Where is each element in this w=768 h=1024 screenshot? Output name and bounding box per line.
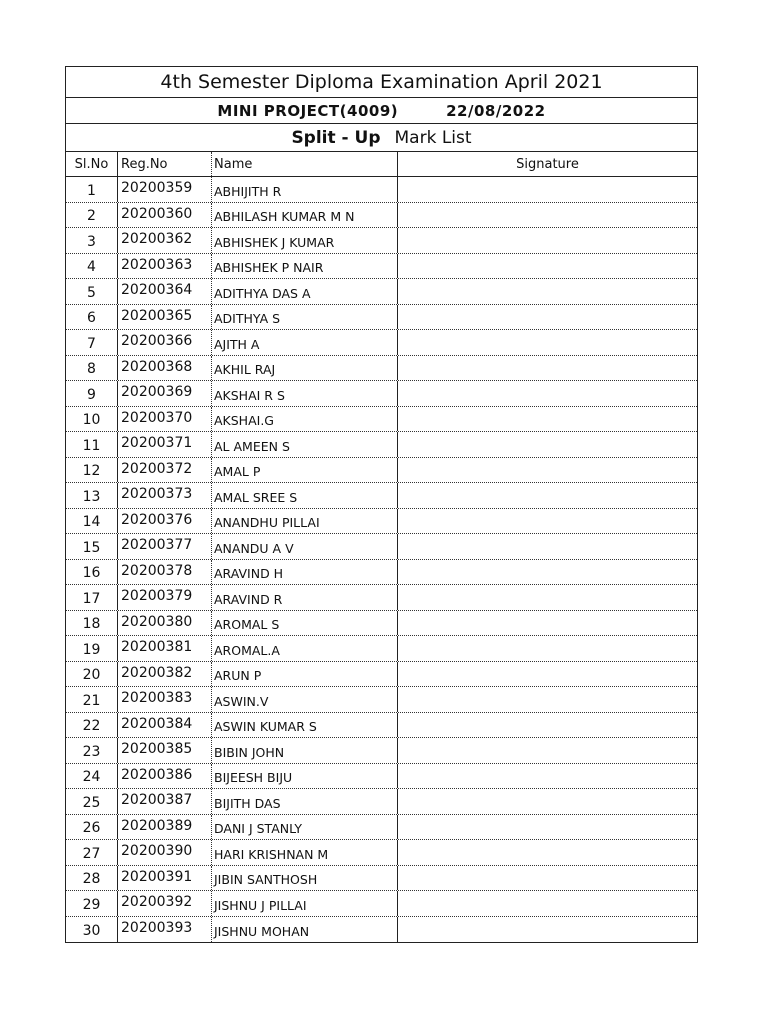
table-row (66, 330, 697, 356)
table-row (66, 764, 697, 790)
signature-cell (398, 203, 697, 228)
table-row (66, 228, 697, 254)
table-row (66, 432, 697, 458)
signature-cell (398, 764, 697, 789)
reg-no-cell: 20200371 (118, 432, 212, 457)
signature-cell (398, 509, 697, 534)
sl-cell: 21 (66, 687, 118, 712)
name-cell: HARI KRISHNAN M (212, 840, 398, 865)
sl-cell: 5 (66, 279, 118, 304)
reg-no-cell: 20200364 (118, 279, 212, 304)
name-cell: ADITHYA DAS A (212, 279, 398, 304)
sl-cell: 9 (66, 381, 118, 406)
signature-cell (398, 305, 697, 330)
name-cell: ARAVIND R (212, 585, 398, 610)
signature-cell (398, 228, 697, 253)
exam-title: 4th Semester Diploma Examination April 2021 (66, 67, 697, 98)
sl-cell: 2 (66, 203, 118, 228)
sl-cell: 8 (66, 356, 118, 381)
reg-no-cell: 20200363 (118, 254, 212, 279)
table-row (66, 891, 697, 917)
sl-cell: 4 (66, 254, 118, 279)
sl-cell: 25 (66, 789, 118, 814)
signature-cell (398, 330, 697, 355)
signature-cell (398, 891, 697, 916)
signature-cell (398, 483, 697, 508)
table-row (66, 305, 697, 331)
exam-date: 22/08/2022 (446, 101, 546, 120)
table-row (66, 203, 697, 229)
sl-cell: 20 (66, 662, 118, 687)
sl-cell: 10 (66, 407, 118, 432)
signature-cell (398, 611, 697, 636)
signature-cell (398, 789, 697, 814)
table-row (66, 254, 697, 280)
reg-no-cell: 20200389 (118, 815, 212, 840)
table-row (66, 815, 697, 841)
sl-cell: 22 (66, 713, 118, 738)
name-cell: ABHISHEK J KUMAR (212, 228, 398, 253)
reg-no-cell: 20200376 (118, 509, 212, 534)
reg-no-cell: 20200365 (118, 305, 212, 330)
sl-cell: 19 (66, 636, 118, 661)
name-cell: AROMAL.A (212, 636, 398, 661)
table-row (66, 866, 697, 892)
sl-cell: 15 (66, 534, 118, 559)
table-row (66, 585, 697, 611)
reg-no-cell: 20200378 (118, 560, 212, 585)
reg-no-cell: 20200385 (118, 738, 212, 763)
sl-cell: 16 (66, 560, 118, 585)
sl-cell: 3 (66, 228, 118, 253)
sl-cell: 11 (66, 432, 118, 457)
mark-list-sheet (65, 66, 698, 943)
table-row (66, 483, 697, 509)
col-header-sl: Sl.No (66, 152, 118, 176)
table-row (66, 789, 697, 815)
list-title-row (66, 124, 697, 152)
signature-cell (398, 687, 697, 712)
sl-cell: 27 (66, 840, 118, 865)
reg-no-cell: 20200370 (118, 407, 212, 432)
table-row (66, 534, 697, 560)
table-row (66, 713, 697, 739)
signature-cell (398, 560, 697, 585)
name-cell: JISHNU J PILLAI (212, 891, 398, 916)
name-cell: BIJEESH BIJU (212, 764, 398, 789)
name-cell: JISHNU MOHAN (212, 917, 398, 943)
student-table (66, 152, 697, 942)
signature-cell (398, 432, 697, 457)
table-row (66, 687, 697, 713)
signature-cell (398, 458, 697, 483)
name-cell: ADITHYA S (212, 305, 398, 330)
name-cell: ANANDU A V (212, 534, 398, 559)
name-cell: AL AMEEN S (212, 432, 398, 457)
sl-cell: 23 (66, 738, 118, 763)
reg-no-cell: 20200391 (118, 866, 212, 891)
name-cell: ABHILASH KUMAR M N (212, 203, 398, 228)
name-cell: DANI J STANLY (212, 815, 398, 840)
sl-cell: 17 (66, 585, 118, 610)
reg-no-cell: 20200377 (118, 534, 212, 559)
reg-no-cell: 20200381 (118, 636, 212, 661)
reg-no-cell: 20200379 (118, 585, 212, 610)
col-header-name: Name (212, 152, 398, 176)
table-row (66, 381, 697, 407)
sl-cell: 28 (66, 866, 118, 891)
reg-no-cell: 20200368 (118, 356, 212, 381)
table-row (66, 407, 697, 433)
reg-no-cell: 20200384 (118, 713, 212, 738)
signature-cell (398, 662, 697, 687)
table-row (66, 560, 697, 586)
signature-cell (398, 713, 697, 738)
sl-cell: 29 (66, 891, 118, 916)
name-cell: AJITH A (212, 330, 398, 355)
table-row (66, 356, 697, 382)
signature-cell (398, 381, 697, 406)
signature-cell (398, 279, 697, 304)
name-cell: AKSHAI R S (212, 381, 398, 406)
list-title-bold: Split - Up (291, 127, 381, 148)
table-row (66, 279, 697, 305)
signature-cell (398, 866, 697, 891)
subject-row (66, 98, 697, 124)
signature-cell (398, 815, 697, 840)
sl-cell: 24 (66, 764, 118, 789)
reg-no-cell: 20200390 (118, 840, 212, 865)
reg-no-cell: 20200392 (118, 891, 212, 916)
col-header-signature: Signature (516, 156, 579, 172)
sl-cell: 12 (66, 458, 118, 483)
subject-code: MINI PROJECT(4009) (217, 101, 399, 120)
name-cell: ARAVIND H (212, 560, 398, 585)
reg-no-cell: 20200372 (118, 458, 212, 483)
name-cell: ABHIJITH R (212, 177, 398, 202)
name-cell: AKHIL RAJ (212, 356, 398, 381)
signature-cell (398, 738, 697, 763)
signature-cell (398, 254, 697, 279)
reg-no-cell: 20200362 (118, 228, 212, 253)
table-header-row (66, 152, 697, 177)
reg-no-cell: 20200380 (118, 611, 212, 636)
sl-cell: 30 (66, 917, 118, 943)
reg-no-cell: 20200360 (118, 203, 212, 228)
table-row (66, 611, 697, 637)
signature-cell (398, 177, 697, 202)
table-row (66, 177, 697, 203)
name-cell: ASWIN KUMAR S (212, 713, 398, 738)
signature-cell (398, 407, 697, 432)
signature-cell (398, 840, 697, 865)
sl-cell: 18 (66, 611, 118, 636)
name-cell: BIBIN JOHN (212, 738, 398, 763)
sl-cell: 13 (66, 483, 118, 508)
table-row (66, 840, 697, 866)
sl-cell: 26 (66, 815, 118, 840)
sl-cell: 14 (66, 509, 118, 534)
name-cell: AROMAL S (212, 611, 398, 636)
name-cell: ANANDHU PILLAI (212, 509, 398, 534)
name-cell: AMAL P (212, 458, 398, 483)
signature-cell (398, 534, 697, 559)
sl-cell: 1 (66, 177, 118, 202)
signature-cell (398, 585, 697, 610)
col-header-reg: Reg.No (118, 152, 212, 176)
table-row (66, 738, 697, 764)
sl-cell: 6 (66, 305, 118, 330)
signature-cell (398, 636, 697, 661)
name-cell: JIBIN SANTHOSH (212, 866, 398, 891)
name-cell: AKSHAI.G (212, 407, 398, 432)
reg-no-cell: 20200369 (118, 381, 212, 406)
table-row (66, 458, 697, 484)
reg-no-cell: 20200387 (118, 789, 212, 814)
reg-no-cell: 20200366 (118, 330, 212, 355)
table-row (66, 636, 697, 662)
table-row (66, 662, 697, 688)
table-row (66, 917, 697, 943)
table-row (66, 509, 697, 535)
reg-no-cell: 20200393 (118, 917, 212, 943)
reg-no-cell: 20200359 (118, 177, 212, 202)
reg-no-cell: 20200373 (118, 483, 212, 508)
name-cell: AMAL SREE S (212, 483, 398, 508)
signature-cell (398, 917, 697, 943)
reg-no-cell: 20200382 (118, 662, 212, 687)
sl-cell: 7 (66, 330, 118, 355)
name-cell: BIJITH DAS (212, 789, 398, 814)
name-cell: ASWIN.V (212, 687, 398, 712)
reg-no-cell: 20200386 (118, 764, 212, 789)
reg-no-cell: 20200383 (118, 687, 212, 712)
name-cell: ARUN P (212, 662, 398, 687)
signature-cell (398, 356, 697, 381)
list-title-rest: Mark List (394, 127, 472, 148)
name-cell: ABHISHEK P NAIR (212, 254, 398, 279)
